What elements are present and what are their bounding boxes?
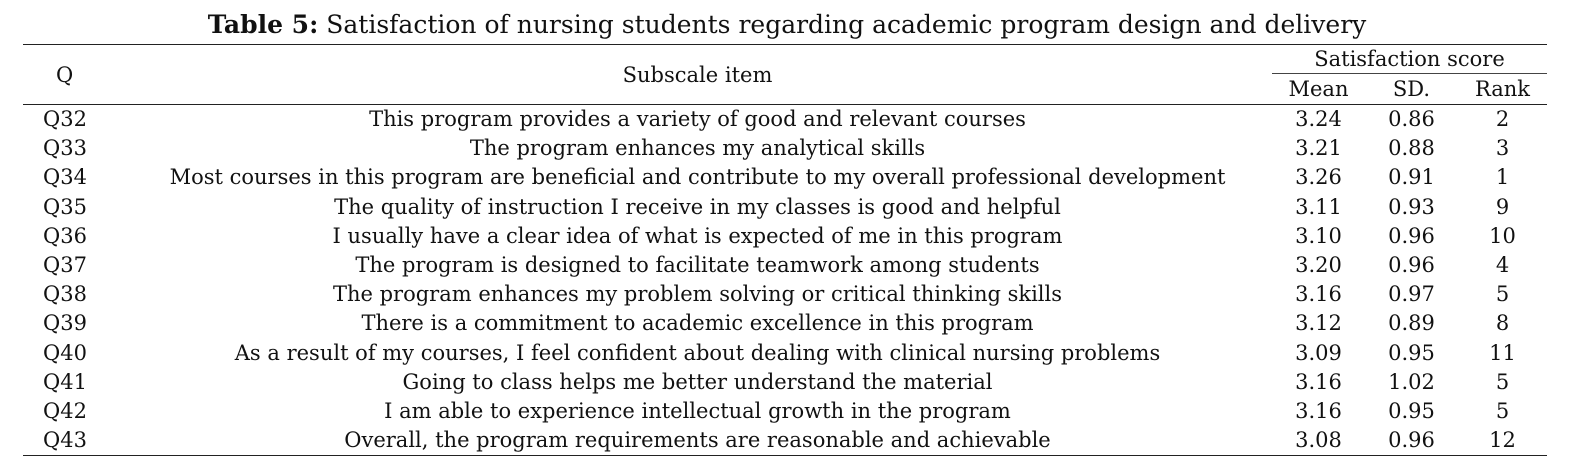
cell-item: The program enhances my analytical skills [469, 136, 926, 161]
cell-item: Going to class helps me better understand the material [402, 369, 993, 394]
table-row [23, 339, 1547, 368]
cell-sd: 0.96 [1388, 223, 1435, 248]
table-row [23, 309, 1547, 338]
table-caption-text: Satisfaction of nursing students regarding academic program design and delivery [326, 10, 1367, 39]
table-row [23, 280, 1547, 309]
header-mean: Mean [1272, 74, 1365, 105]
cell-rank: 5 [1495, 282, 1510, 307]
header-rank: Rank [1458, 74, 1547, 105]
cell-item: Most courses in this program are beneficial and contribute to my overall professional development [169, 165, 1226, 190]
table-header [23, 45, 1547, 105]
cell-rank: 9 [1495, 194, 1510, 219]
cell-sd: 0.96 [1365, 426, 1458, 456]
cell-mean: 3.21 [1295, 136, 1342, 161]
cell-rank: 10 [1489, 223, 1516, 248]
cell-sd: 0.89 [1388, 311, 1435, 336]
cell-item: I usually have a clear idea of what is expected of me in this program [332, 223, 1063, 248]
cell-sd: 0.95 [1388, 340, 1435, 365]
cell-mean: 3.09 [1295, 340, 1342, 365]
cell-mean: 3.16 [1295, 282, 1342, 307]
cell-mean: 3.10 [1295, 223, 1342, 248]
cell-sd: 0.93 [1388, 194, 1435, 219]
cell-q: Q37 [43, 253, 87, 278]
cell-rank: 3 [1495, 136, 1510, 161]
cell-sd: 1.02 [1388, 369, 1435, 394]
cell-mean: 3.24 [1295, 107, 1342, 132]
table-row [23, 134, 1547, 163]
cell-item: This program provides a variety of good and relevant courses [369, 107, 1026, 132]
cell-rank: 11 [1489, 340, 1516, 365]
cell-sd: 0.95 [1388, 398, 1435, 423]
cell-rank: 1 [1495, 165, 1510, 190]
cell-sd: 0.97 [1388, 282, 1435, 307]
cell-q: Q43 [23, 426, 123, 456]
cell-item: There is a commitment to academic excellence in this program [361, 311, 1034, 336]
cell-mean: 3.16 [1295, 369, 1342, 394]
table-body [23, 105, 1547, 456]
cell-q: Q40 [43, 340, 87, 365]
cell-q: Q35 [43, 194, 87, 219]
cell-mean: 3.26 [1295, 165, 1342, 190]
table-row [23, 222, 1547, 251]
cell-sd: 0.88 [1388, 136, 1435, 161]
cell-sd: 0.96 [1388, 253, 1435, 278]
cell-sd: 0.91 [1388, 165, 1435, 190]
table-row [23, 368, 1547, 397]
cell-item: The quality of instruction I receive in my classes is good and helpful [334, 194, 1061, 219]
cell-rank: 4 [1495, 253, 1510, 278]
table-row [23, 163, 1547, 192]
header-subscale-item: Subscale item [123, 45, 1272, 105]
header-sd: SD. [1365, 74, 1458, 105]
cell-q: Q38 [43, 282, 87, 307]
header-q: Q [23, 45, 123, 105]
cell-q: Q34 [43, 165, 87, 190]
cell-rank: 5 [1495, 398, 1510, 423]
cell-mean: 3.11 [1295, 194, 1342, 219]
cell-q: Q33 [43, 136, 87, 161]
cell-mean: 3.20 [1295, 253, 1342, 278]
cell-sd: 0.86 [1388, 107, 1435, 132]
table-row [23, 251, 1547, 280]
cell-rank: 8 [1495, 311, 1510, 336]
cell-q: Q42 [43, 398, 87, 423]
cell-q: Q39 [43, 311, 87, 336]
cell-rank: 5 [1495, 369, 1510, 394]
cell-q: Q36 [43, 223, 87, 248]
table-row [23, 193, 1547, 222]
cell-mean: 3.08 [1272, 426, 1365, 456]
cell-rank: 12 [1458, 426, 1547, 456]
table-caption [0, 8, 1574, 42]
cell-q: Q32 [43, 107, 87, 132]
cell-mean: 3.16 [1295, 398, 1342, 423]
cell-item: As a result of my courses, I feel confident about dealing with clinical nursing problems [234, 340, 1161, 365]
cell-mean: 3.12 [1295, 311, 1342, 336]
table-row [23, 426, 1547, 456]
table-row [23, 397, 1547, 426]
table-row [23, 105, 1547, 135]
cell-item: The program enhances my problem solving or critical thinking skills [332, 282, 1063, 307]
cell-item: The program is designed to facilitate teamwork among students [355, 253, 1040, 278]
header-satisfaction-score: Satisfaction score [1272, 45, 1547, 74]
cell-item: I am able to experience intellectual growth in the program [384, 398, 1011, 423]
cell-item: Overall, the program requirements are reasonable and achievable [123, 426, 1272, 456]
table-caption-label: Table 5: [207, 10, 319, 39]
satisfaction-table [23, 44, 1547, 456]
cell-rank: 2 [1495, 107, 1510, 132]
cell-q: Q41 [43, 369, 87, 394]
